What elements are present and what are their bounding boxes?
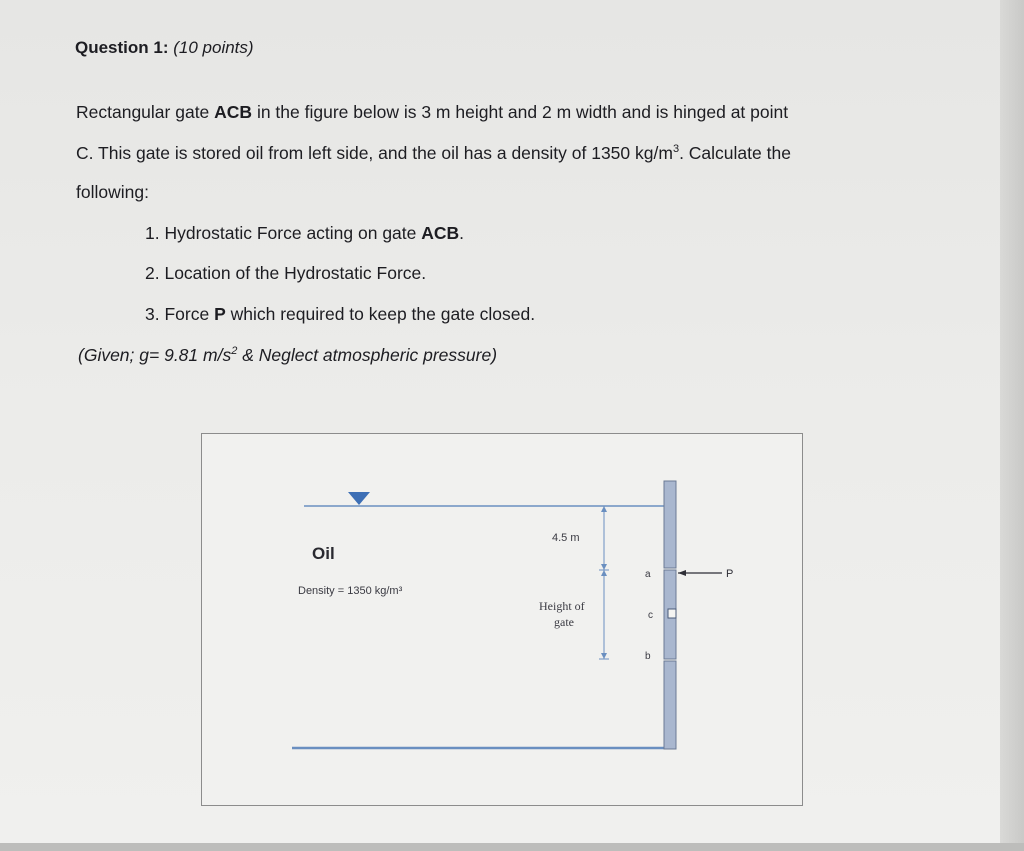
superscript: 2 <box>231 345 238 358</box>
gate-figure <box>201 433 803 806</box>
task-item-3 <box>145 304 535 325</box>
problem-line-1 <box>76 102 788 123</box>
question-title <box>75 38 254 58</box>
superscript: 3 <box>672 143 680 156</box>
oil-label: Oil <box>312 544 335 563</box>
force-arrow-icon <box>678 570 686 576</box>
text-span: which required to keep the gate closed. <box>225 304 536 324</box>
text-span: & Neglect atmospheric pressure) <box>237 345 498 365</box>
density-label: Density = 1350 kg/m³ <box>298 585 403 597</box>
lower-wall <box>664 661 676 749</box>
depth-label: 4.5 m <box>552 532 580 544</box>
text-span: . <box>459 223 465 243</box>
gate-height-label: gate <box>554 615 574 629</box>
gate-height-label: Height of <box>539 599 585 613</box>
free-surface-icon <box>348 492 370 505</box>
text-span: (Given; g= 9.81 m/s <box>78 345 232 365</box>
problem-line-2 <box>76 143 791 164</box>
given-note <box>78 345 497 366</box>
text-span: in the figure below is 3 m height and 2 m width and is hinged at point <box>252 102 789 122</box>
force-p-label: P <box>726 568 734 580</box>
problem-line-3: following: <box>76 182 149 202</box>
task-item-2 <box>145 263 426 284</box>
task-item-1 <box>145 223 464 244</box>
page-edge <box>1000 0 1024 851</box>
hinge-icon <box>668 609 676 618</box>
arrow-head-icon <box>601 653 607 659</box>
arrow-head-icon <box>601 570 607 576</box>
arrow-head-icon <box>601 564 607 570</box>
text-span: 3. Force <box>145 304 215 324</box>
question-number: Question 1: <box>75 38 169 57</box>
upper-wall <box>664 481 676 568</box>
bold-text: P <box>214 304 226 324</box>
arrow-head-icon <box>601 506 607 512</box>
text-span: 2. Location of the Hydrostatic Force. <box>145 263 427 283</box>
text-span: Rectangular gate <box>76 102 215 122</box>
text-span: . Calculate the <box>679 143 791 163</box>
point-b-label: b <box>645 651 651 662</box>
point-c-label: c <box>648 610 653 621</box>
text-span: C. This gate is stored oil from left side, and the oil has a density of 1350 kg/m <box>76 143 673 163</box>
gate-name: ACB <box>214 102 253 122</box>
page-bottom-edge <box>0 843 1024 851</box>
gate-diagram <box>202 434 802 805</box>
point-a-label: a <box>645 569 651 580</box>
text-span: 1. Hydrostatic Force acting on gate <box>145 223 422 243</box>
question-points: (10 points) <box>173 38 254 57</box>
bold-text: ACB <box>421 223 460 243</box>
